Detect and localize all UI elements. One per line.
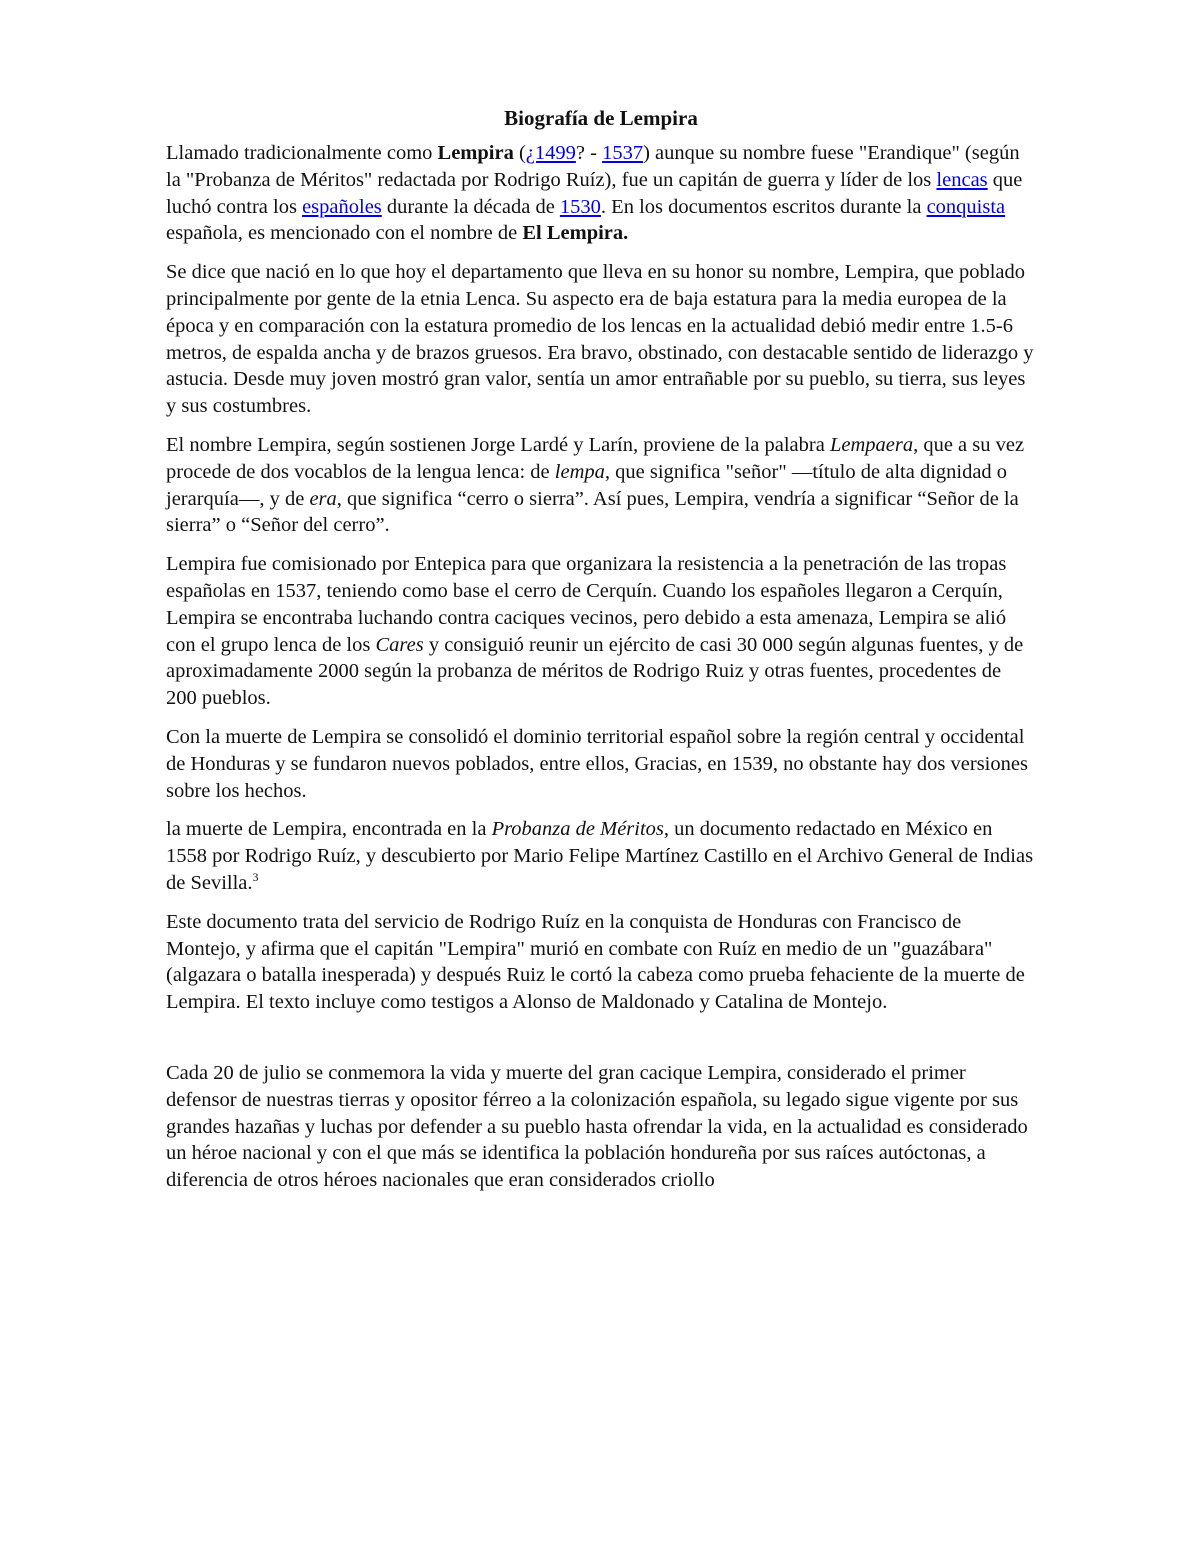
link-birth-year[interactable]: ¿1499: [525, 142, 576, 164]
document-title: Biografía de Lempira: [504, 106, 698, 130]
text-run: española, es mencionado con el nombre de: [166, 222, 523, 245]
paragraph-document-service: Este documento trata del servicio de Rodrigo Ruíz en la conquista de Honduras con Francisco de Montejo, y afirma que el capitán "Lempira" murió en combate con Ruíz en medio de un "guazábara" (algazara o batalla inesperada) y después Ruiz le cortó la cabeza como prueba fehaciente de la muerte de Lempira. El texto incluye como testigos a Alonso de Maldonado y Catalina de Montejo.: [166, 910, 1025, 1014]
text-run: El nombre Lempira, según sostienen Jorge Lardé y Larín, proviene de la palabra: [166, 433, 830, 456]
paragraph-commemoration: Cada 20 de julio se conmemora la vida y muerte del gran cacique Lempira, considerado el primer defensor de nuestras tierras y opositor férreo a la colonización española, su legado sigue vigente por sus grandes hazañas y luchas por defender a su pueblo hasta ofrendar la vida, en la actualidad es considerado un héroe nacional y con el que más se identifica la población hondureña por sus raíces autóctonas, a diferencia de otros héroes nacionales que eran considerados criollo: [166, 1061, 1028, 1192]
text-run: (: [513, 142, 526, 164]
text-run: ? -: [575, 142, 603, 164]
text-run: que luchó contra los: [166, 168, 1023, 218]
document-page: [166, 104, 1036, 1206]
paragraph-resistance: [166, 551, 1036, 712]
bold-el-lempira: El Lempira.: [522, 222, 629, 245]
italic-lempaera: Lempaera: [829, 433, 914, 456]
paragraph-intro: [166, 140, 1036, 247]
paragraph-consolidation: Con la muerte de Lempira se consolidó el dominio territorial español sobre la región central y occidental de Honduras y se fundaron nuevos poblados, entre ellos, Gracias, en 1539, no obstante hay dos versiones sobre los hechos.: [166, 725, 1028, 802]
paragraph-name-etymology: [166, 432, 1036, 539]
link-decade-1530[interactable]: 1530: [559, 195, 601, 218]
text-run: durante la década de: [381, 195, 560, 218]
italic-lempa: lempa: [554, 460, 605, 483]
link-espanoles[interactable]: españoles: [302, 195, 382, 218]
link-conquista[interactable]: conquista: [926, 195, 1006, 218]
link-death-year[interactable]: 1537: [602, 142, 644, 164]
link-lencas[interactable]: lencas: [936, 168, 988, 191]
text-run: y consiguió reunir un ejército de casi 30 000 según algunas fuentes, y de aproximadamente 2000 según la probanza de méritos de Rodrigo Ruiz y otras fuentes, procedentes de 200 pueblos.: [166, 633, 1024, 710]
italic-probanza-de-meritos: Probanza de Méritos: [491, 818, 664, 841]
text-run: , que significa “cerro o sierra”. Así pues, Lempira, vendría a significar “Señor de la sierra” o “Señor del cerro”.: [166, 487, 1019, 537]
text-run: Lempira fue comisionado por Entepica para que organizara la resistencia a la penetración de las tropas españolas en 1537, teniendo como base el cerro de Cerquín. Cuando los españoles llegaron a Cerquín, Lempira se encontraba luchando contra caciques vecinos, pero debido a esta amenaza, Lempira se alió con el grupo lenca de los: [166, 553, 1007, 656]
bold-name-lempira: Lempira: [437, 142, 514, 164]
footnote-reference[interactable]: 3: [252, 870, 259, 885]
paragraph-probanza: [166, 816, 1036, 896]
paragraph-origin: Se dice que nació en lo que hoy el departamento que lleva en su honor su nombre, Lempira, que poblado principalmente por gente de la etnia Lenca. Su aspecto era de baja estatura para la media europea de la época y en comparación con la estatura promedio de los lencas en la actualidad debió medir entre 1.5-6 metros, de espalda ancha y de brazos gruesos. Era bravo, obstinado, con destacable sentido de liderazgo y astucia. Desde muy joven mostró gran valor, sentía un amor entrañable por su pueblo, su tierra, sus leyes y sus costumbres.: [166, 261, 1034, 418]
text-run: ) aunque su nombre fuese "Erandique" (según la "Probanza de Méritos" redactada por Rodrigo Ruíz), fue un capitán de guerra y líder de los: [166, 142, 1020, 191]
italic-cares: Cares: [375, 633, 424, 656]
text-run: , un documento redactado en México en 1558 por Rodrigo Ruíz, y descubierto por Mario Felipe Martínez Castillo en el Archivo General de Indias de Sevilla.: [166, 818, 1034, 894]
text-run: . En los documentos escritos durante la: [600, 195, 927, 218]
text-run: Llamado tradicionalmente como: [166, 142, 438, 164]
text-run: , que a su vez procede de dos vocablos de la lengua lenca: de: [166, 433, 1025, 483]
italic-era: era: [309, 487, 337, 510]
text-run: la muerte de Lempira, encontrada en la: [166, 818, 492, 841]
text-run: , que significa "señor" —título de alta dignidad o jerarquía—, y de: [166, 460, 1008, 510]
